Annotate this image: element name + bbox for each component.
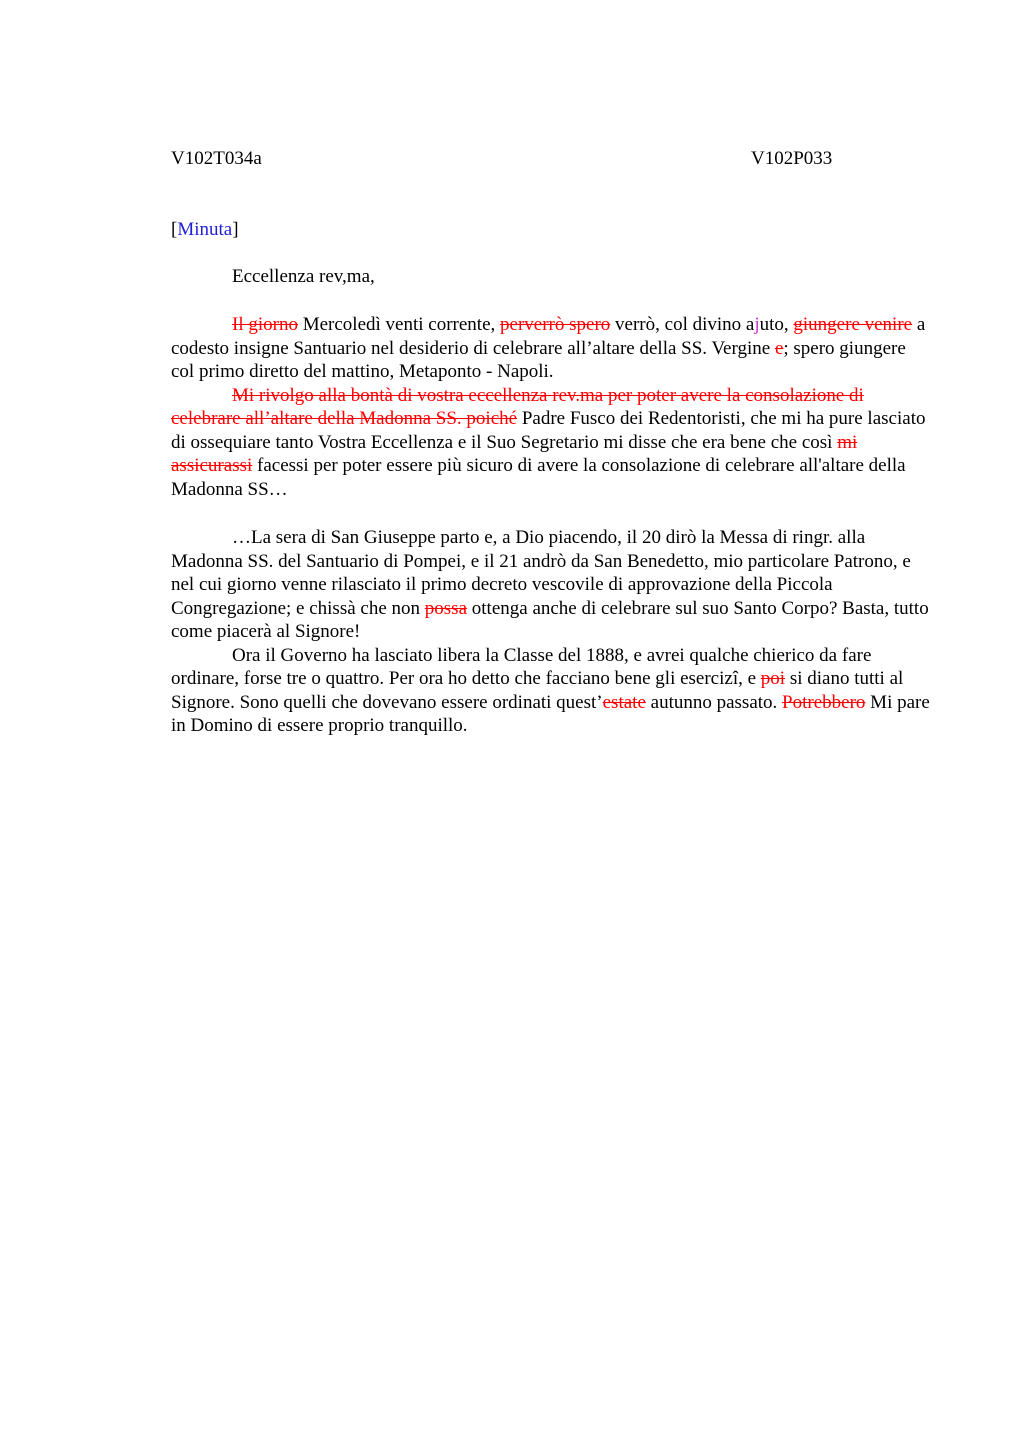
text-span: ottenga anche di celebrare sul suo Santo Corpo? Basta, tutto come piacerà al Signore! — [171, 597, 929, 642]
deletion: possa — [424, 597, 468, 619]
deletion: Mi rivolgo alla bontà di vostra eccellenza rev.ma per poter avere la consolazione di celebrare all’altare della Madonna SS. poiché — [171, 384, 864, 429]
text-span: si diano tutti al Signore. Sono quelli che dovevano essere ordinati quest’ — [171, 668, 904, 713]
text-span: a codesto insigne Santuario nel desiderio di celebrare all’altare della SS. Vergine — [171, 314, 926, 359]
salutation-text: Eccellenza rev,ma, — [232, 266, 375, 287]
text-span: Mercoledì venti corrente, — [297, 314, 501, 335]
deletion: Potrebbero — [782, 691, 866, 713]
deletion: estate — [602, 691, 646, 713]
paragraph-1 — [171, 313, 931, 384]
editor-note-close-bracket: ] — [232, 219, 239, 240]
text-span: Padre Fusco dei Redentoristi, che mi ha pure lasciato di ossequiare tanto Vostra Eccellenza e il Suo Segretario mi disse che era bene che così — [171, 408, 926, 453]
editor-note-label: Minuta — [177, 219, 233, 240]
text-span: facessi per poter essere più sicuro di avere la consolazione di celebrare all'altare della Madonna SS… — [171, 455, 906, 500]
deletion: e — [774, 337, 784, 359]
editor-note-open-bracket: [ — [171, 219, 178, 240]
deletion: Il giorno — [232, 314, 298, 335]
paragraph-4 — [171, 644, 931, 738]
text-span: , e — [738, 668, 761, 689]
text-span: Mi pare in Domino di essere proprio tranquillo. — [171, 691, 930, 736]
deletion: giungere venire — [793, 314, 913, 335]
text-span: ; spero giungere col primo diretto del mattino, Metaponto - Napoli. — [171, 337, 906, 382]
letter-body-part-1 — [171, 313, 931, 501]
deletion: perverrò spero — [500, 314, 611, 335]
text-span: autunno passato. — [645, 691, 783, 713]
editor-note — [171, 218, 931, 242]
deletion: mi assicurassi — [171, 431, 858, 476]
letter-body-part-2 — [171, 526, 931, 738]
salutation — [171, 265, 931, 289]
text-span: uto, — [759, 314, 794, 335]
deletion: poi — [760, 668, 786, 689]
text-span: Ora il Governo ha lasciato libera la Classe del 1888, e avrei qualche chierico da fare ordinare, forse tre o quattro. Per ora ho detto che facciano bene gli esercizi — [171, 644, 872, 689]
document-code-right: V102P033 — [751, 148, 833, 169]
text-span: verrò, col divino a — [610, 314, 755, 335]
document-code-left: V102T034a — [171, 148, 262, 169]
paragraph-3 — [171, 526, 931, 644]
paragraph-2 — [171, 384, 931, 502]
insertion: j — [754, 314, 760, 335]
text-span: …La sera di San Giuseppe parto e, a Dio piacendo, il 20 dirò la Messa di ringr. alla Madonna SS. del Santuario di Pompei, e il 21 andrò da San Benedetto, mio particolare Patrono, e nel cui giorno venne rilasciato il primo decreto vescovile di approvazione della Piccola Congregazione; e chissà che non — [171, 527, 911, 619]
